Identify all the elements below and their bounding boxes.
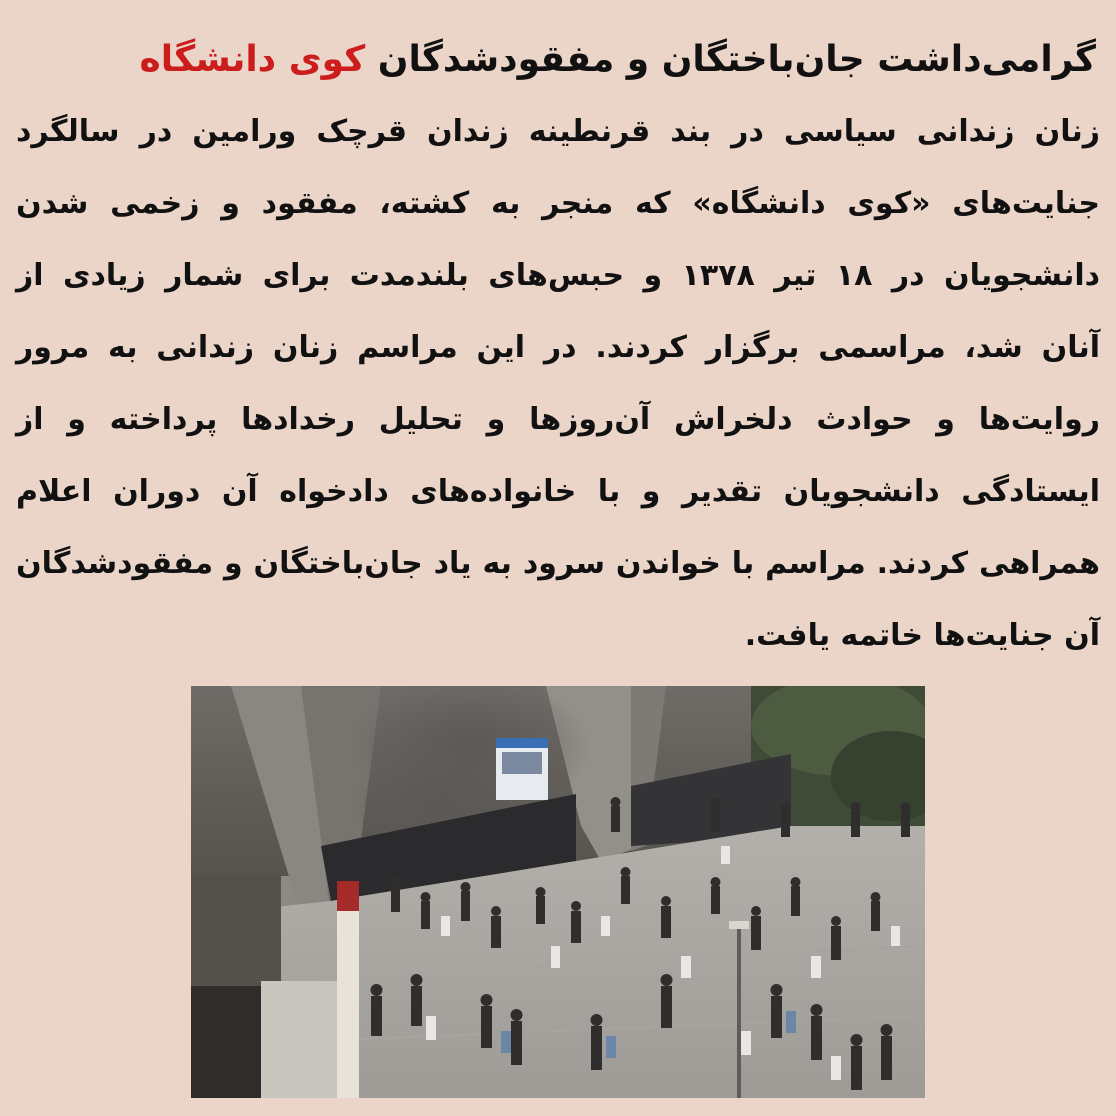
article-line: روایت‌ها و حوادث دلخراش آن‌روزها و تحلیل رخدادها پرداخته و از xyxy=(16,402,1100,437)
headline xyxy=(20,28,1096,92)
article-line: زنان زندانی سیاسی در بند قرنطینه زندان قرچک ورامین در سالگرد xyxy=(16,114,1100,149)
headline-accent: کوی دانشگاه xyxy=(139,39,366,80)
article-line: دانشجویان در ۱۸ تیر ۱۳۷۸ و حبس‌های بلندمدت برای شمار زیادی از xyxy=(16,258,1101,293)
article-line: آن جنایت‌ها خاتمه یافت. xyxy=(744,618,1100,653)
article-line: همراهی کردند. مراسم با خواندن سرود به یاد جان‌باختگان و مفقودشدگان xyxy=(16,546,1100,581)
headline-main: گرامی‌داشت جان‌باختگان و مفقودشدگان xyxy=(377,39,1096,80)
article-line: آنان شد، مراسمی برگزار کردند. در این مراسم زنان زندانی به مرور xyxy=(16,330,1100,365)
article-line: ایستادگی دانشجویان تقدیر و با خانواده‌های دادخواه آن دوران اعلام xyxy=(16,474,1100,509)
article-line: جنایت‌های «کوی دانشگاه» که منجر به کشته، مفقود و زخمی شدن xyxy=(16,186,1100,221)
protest-photo xyxy=(191,686,925,1098)
article-body xyxy=(16,96,1100,672)
